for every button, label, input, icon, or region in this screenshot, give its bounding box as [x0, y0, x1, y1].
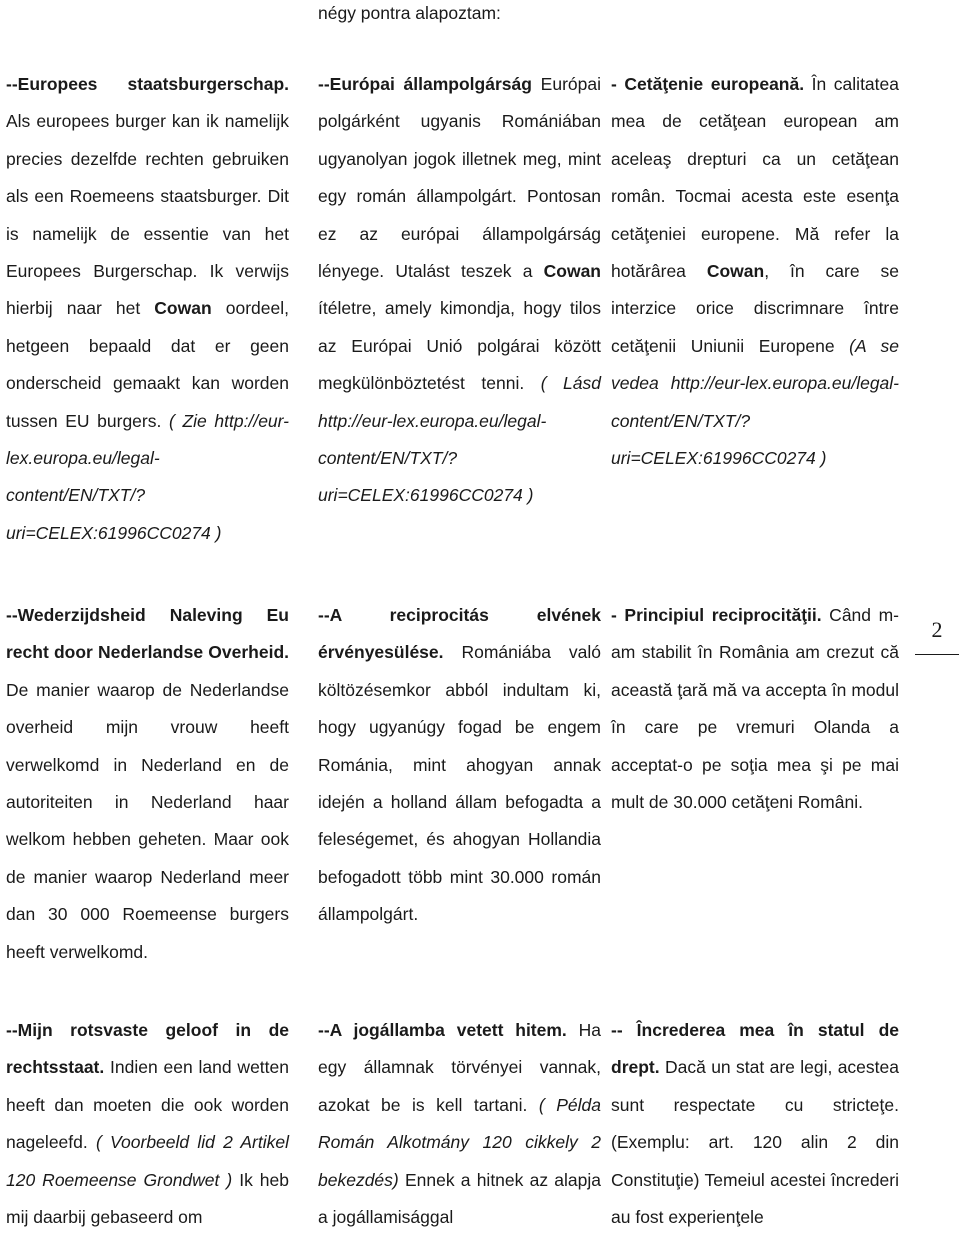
reference-note: ( Voorbeeld lid 2 Artikel 120 Roemeense Grondwet ) — [6, 1132, 290, 1190]
section-body-cont: ítéletre, amely kimondja, hogy tilos az Európai Unió polgárai között megkülönböztetést tenni. — [318, 298, 601, 394]
section-body: Când m-am stabilit în România am crezut că această ţară mă va accepta în modul în care pe vremuri Olanda a acceptat-o pe soţia mea şi pe mai mult de 30.000 cetăţeni Români. — [611, 605, 899, 813]
reference-link[interactable]: ( Zie http://eur-lex.europa.eu/legal-content/EN/TXT/?uri=CELEX:61996CC0274 ) — [6, 410, 289, 543]
section-body-cont: Ik heb mij daarbij gebaseerd om — [6, 1169, 289, 1228]
reference-note: ( Példa Román Alkotmány 120 cikkely 2 bekezdés) — [318, 1094, 602, 1190]
section-title: --Europees staatsburgerschap. — [6, 74, 289, 94]
section-title: --Wederzijdsheid Naleving Eu recht door Nederlandse Overheid. — [6, 605, 289, 663]
section-title: --Mijn rotsvaste geloof in de rechtsstaat. — [6, 1020, 289, 1078]
section-hu-reciprocity — [318, 597, 601, 934]
section-body: Európai polgárként ugyanis Romániában ugyanolyan jogok illetnek meg, mint egy román állampolgárt. Pontosan ez az európai állampolgárság lényege. Utalást teszek a — [318, 74, 602, 282]
section-title: --Európai állampolgárság — [318, 74, 532, 94]
section-title: --A jogállamba vetett hitem. — [318, 1020, 567, 1040]
section-title: - Principiul reciprocităţii. — [611, 605, 822, 625]
case-keyword: Cowan — [706, 261, 765, 282]
page-number-rule — [915, 654, 959, 655]
section-body-cont: Ennek a hitnek az alapja a jogállamisággal — [318, 1169, 601, 1228]
section-hu-citizenship — [318, 66, 601, 515]
section-title: - Cetăţenie europeană. — [611, 74, 805, 94]
section-ro-rule-of-law — [611, 1012, 899, 1236]
section-ro-citizenship — [611, 66, 899, 477]
section-hu-rule-of-law — [318, 1012, 601, 1236]
reference-link[interactable]: ( Lásd http://eur-lex.europa.eu/legal-content/EN/TXT/?uri=CELEX:61996CC0274 ) — [318, 373, 601, 506]
section-body: Indien een land wetten heeft dan moeten die ook worden nageleefd. — [6, 1057, 289, 1153]
reference-link[interactable]: (A se vedea http://eur-lex.europa.eu/legal-content/EN/TXT/?uri=CELEX:61996CC0274 ) — [611, 335, 899, 469]
section-title: --A reciprocitás elvének érvényesülése. — [318, 605, 601, 663]
case-keyword: Cowan — [543, 261, 601, 282]
section-body: Als europees burger kan ik namelijk precies dezelfde rechten gebruiken als een Roemeens staatsburger. Dit is namelijk de essentie van het Europees Burgerschap. Ik verwijs hierbij naar het — [6, 111, 289, 319]
section-nl-citizenship — [6, 66, 289, 552]
page-number: 2 — [931, 617, 943, 642]
section-body-cont: oordeel, hetgeen bepaald dat er geen onderscheid gemaakt kan worden tussen EU burgers. — [6, 298, 289, 431]
section-nl-reciprocity — [6, 597, 289, 971]
case-keyword: Cowan — [154, 298, 212, 319]
section-body: Dacă un stat are legi, acestea sunt respectate cu stricteţe. (Exemplu: art. 120 alin 2 din Constituţie) Temeiul acestei încrederi au fost experienţele — [611, 1057, 899, 1228]
section-ro-reciprocity — [611, 597, 899, 821]
section-body: De manier waarop de Nederlandse overheid mijn vrouw heeft verwelkomd in Nederland en de autoriteiten in Nederland haar welkom hebben geheten. Maar ook de manier waarop Nederland meer dan 30 000 Roemeense burgers heeft verwelkomd. — [6, 679, 289, 962]
section-title: -- Încrederea mea în statul de drept. — [611, 1020, 899, 1078]
section-body: Romániába való költözésemkor abból indultam ki, hogy ugyanúgy fogad be engem Románia, mint ahogyan annak idején a holland állam befogadta a feleségemet, és ahogyan Hollandia befogadott több mint 30.000 román állampolgárt. — [318, 642, 601, 925]
section-body: În calitatea mea de cetăţean european am aceleaş drepturi ca un cetăţean român. Tocmai acesta este esenţa cetăţeniei europene. Mă refer la hotărârea — [611, 74, 899, 282]
intro-line: négy pontra alapoztam: — [318, 3, 501, 23]
section-body-cont: , în care se interzice orice discrimnare între cetăţenii Uniunii Europene — [611, 261, 899, 356]
section-body: Ha egy államnak törvényei vannak, azokat be is kell tartani. — [318, 1020, 602, 1115]
section-nl-rule-of-law — [6, 1012, 289, 1236]
